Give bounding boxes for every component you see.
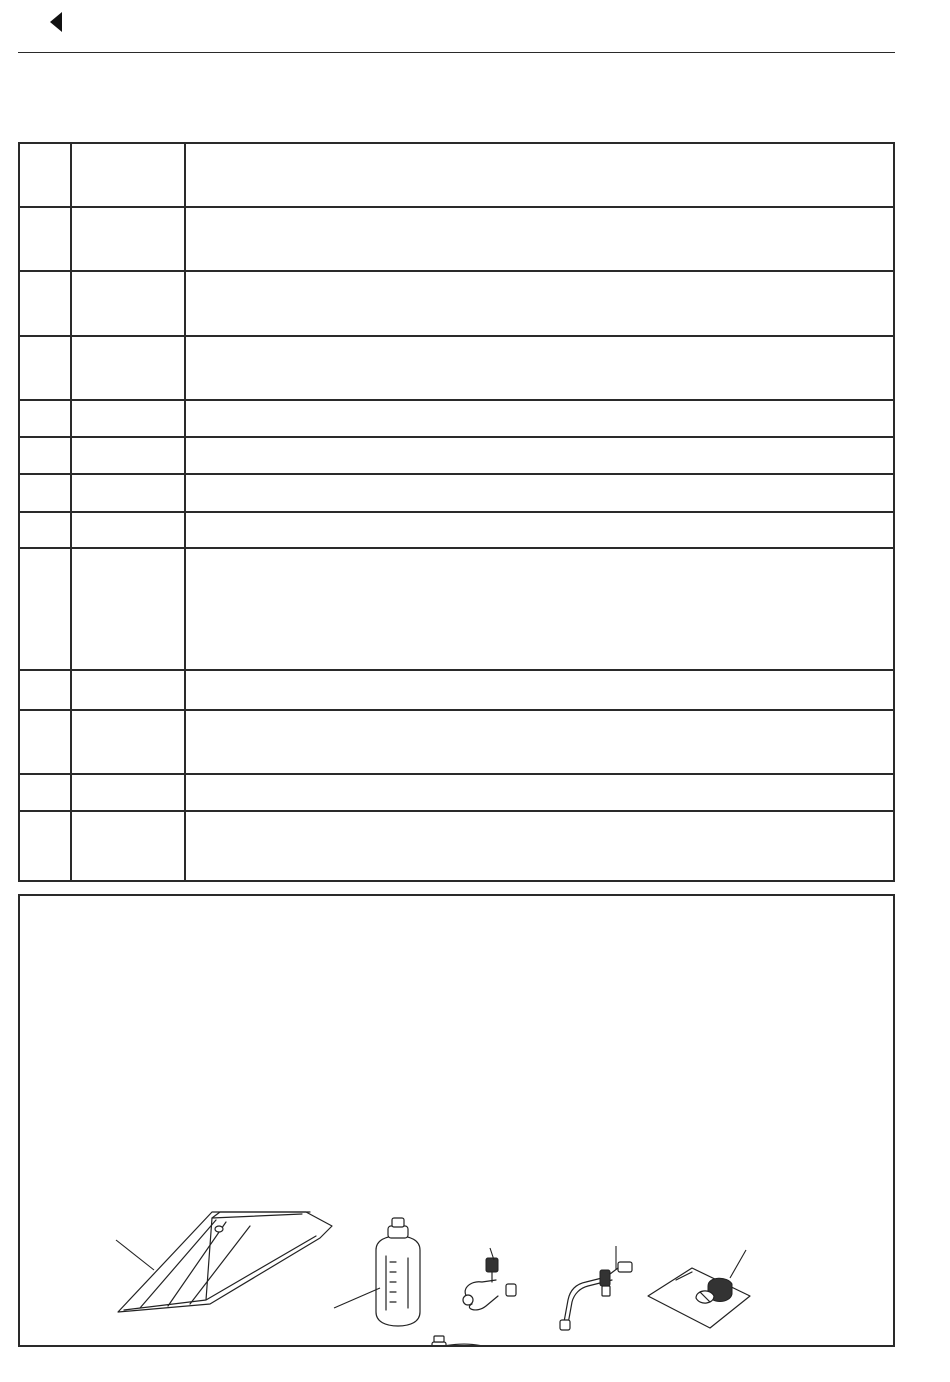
bent-tube-with-nut (560, 1246, 632, 1330)
cell-description (185, 548, 894, 670)
table-row (19, 336, 894, 400)
table-row (19, 271, 894, 336)
table-row (19, 548, 894, 670)
cell-description (185, 512, 894, 548)
cell-number (19, 548, 71, 670)
table-row (19, 774, 894, 811)
table-row (19, 400, 894, 437)
cell-description (185, 207, 894, 271)
cell-part (71, 548, 185, 670)
parts-table (18, 142, 895, 882)
cell-part (71, 400, 185, 437)
cell-description (185, 271, 894, 336)
cell-number (19, 474, 71, 512)
cell-number (19, 811, 71, 881)
table-row (19, 437, 894, 474)
cell-description (185, 710, 894, 774)
cell-part (71, 207, 185, 271)
drip-tray (116, 1212, 332, 1312)
table-row (19, 512, 894, 548)
valve-in-bag (648, 1250, 750, 1328)
table-row (19, 474, 894, 512)
cell-description (185, 336, 894, 400)
cell-number (19, 400, 71, 437)
detergent-bottle (334, 1218, 420, 1326)
cell-part (71, 774, 185, 811)
table-row (19, 710, 894, 774)
cell-number (19, 437, 71, 474)
table-row (19, 143, 894, 207)
cell-part (71, 437, 185, 474)
cell-part (71, 336, 185, 400)
cell-part (71, 474, 185, 512)
y-connector (463, 1248, 516, 1310)
cell-part (71, 811, 185, 881)
cell-description (185, 774, 894, 811)
table-row (19, 670, 894, 710)
cell-part (71, 143, 185, 207)
cell-description (185, 670, 894, 710)
cell-number (19, 710, 71, 774)
table-row (19, 811, 894, 881)
cell-number (19, 207, 71, 271)
table-row (19, 207, 894, 271)
cell-number (19, 670, 71, 710)
parts-illustration (18, 894, 895, 1347)
cell-part (71, 710, 185, 774)
parts-illustration-svg (20, 896, 893, 1345)
curved-hose-with-tee (350, 1336, 526, 1345)
header-divider (18, 52, 895, 53)
cell-description (185, 143, 894, 207)
cell-part (71, 670, 185, 710)
cell-description (185, 811, 894, 881)
cell-number (19, 512, 71, 548)
cell-number (19, 336, 71, 400)
back-button[interactable] (44, 10, 68, 34)
cell-description (185, 437, 894, 474)
cell-number (19, 143, 71, 207)
cell-number (19, 271, 71, 336)
cell-number (19, 774, 71, 811)
cell-part (71, 271, 185, 336)
triangle-left-icon (48, 11, 64, 33)
cell-part (71, 512, 185, 548)
cell-description (185, 400, 894, 437)
cell-description (185, 474, 894, 512)
